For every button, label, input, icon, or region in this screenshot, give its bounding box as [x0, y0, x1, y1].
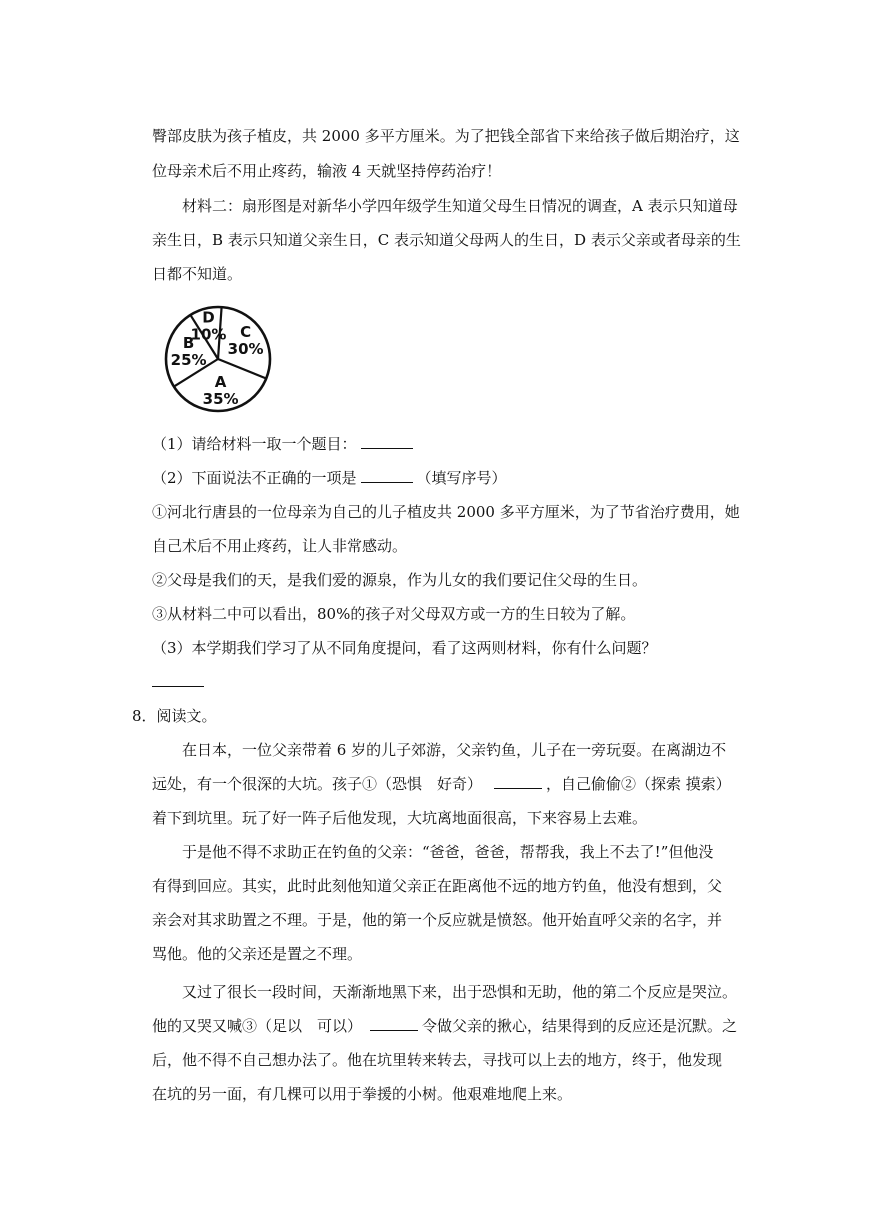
material1-line2: 位母亲术后不用止疼药，输液 4 天就坚持停药治疗！ [152, 162, 502, 180]
question-2 [152, 468, 507, 488]
passage-p2-line4: 骂他。他的父亲还是置之不理。 [152, 945, 363, 963]
passage-p1-line2 [152, 774, 731, 794]
answer-blank-4[interactable] [494, 774, 542, 789]
passage-p3-line1: 又过了很长一段时间，天渐渐地黑下来，出于恐惧和无助，他的第二个反应是哭泣。 [182, 983, 738, 1001]
pie-label-b: B [182, 334, 195, 353]
passage-p3-line4: 在坑的另一面，有几棵可以用于拳援的小树。他艰难地爬上来。 [152, 1085, 573, 1103]
question-3: （3）本学期我们学习了从不同角度提问，看了这两则材料，你有什么问题？ [152, 639, 657, 657]
answer-blank-1[interactable] [361, 434, 413, 449]
question-2-text: （2）下面说法不正确的一项是 [152, 469, 357, 487]
section-8-title: 8．阅读文。 [132, 707, 217, 725]
answer-blank-2[interactable] [361, 468, 413, 483]
question-3-answer [152, 672, 204, 692]
option-1-line1: ①河北行唐县的一位母亲为自己的儿子植皮共 2000 多平方厘米，为了节省治疗费用，她 [152, 503, 740, 521]
passage-p1-line2a: 远处，有一个很深的大坑。孩子①（恐惧 好奇） [152, 775, 483, 793]
pie-label-a: A [214, 373, 227, 391]
material2-line3: 日都不知道。 [152, 265, 243, 283]
option-2: ②父母是我们的天，是我们爱的源泉，作为儿女的我们要记住父母的生日。 [152, 571, 648, 589]
pie-percent-b: 25% [170, 351, 207, 370]
passage-p1-line1: 在日本，一位父亲带着 6 岁的儿子郊游，父亲钓鱼，儿子在一旁玩耍。在离湖边不 [182, 741, 727, 759]
question-1 [152, 434, 417, 454]
material1-line1: 臀部皮肤为孩子植皮，共 2000 多平方厘米。为了把钱全部省下来给孩子做后期治疗，这 [152, 127, 740, 145]
pie-percent-a: 35% [202, 390, 239, 408]
passage-p2-line3: 亲会对其求助置之不理。于是，他的第一个反应就是愤怒。他开始直呼父亲的名字，并 [152, 911, 723, 929]
passage-p2-line2: 有得到回应。其实，此时此刻他知道父亲正在距离他不远的地方钓鱼，他没有想到，父 [152, 877, 723, 895]
pie-label-c: C [240, 323, 252, 341]
material2-line2: 亲生日，B 表示只知道父亲生日，C 表示知道父母两人的生日，D 表示父亲或者母亲的生 [152, 231, 741, 249]
passage-p1-line3: 着下到坑里。玩了好一阵子后他发现，大坑离地面很高，下来容易上去难。 [152, 809, 648, 827]
answer-blank-5[interactable] [370, 1016, 418, 1031]
passage-p3-line2 [152, 1016, 737, 1036]
answer-blank-3[interactable] [152, 672, 204, 687]
option-3: ③从材料二中可以看出，80%的孩子对父母双方或一方的生日较为了解。 [152, 605, 636, 623]
pie-percent-c: 30% [227, 340, 264, 358]
question-2-hint: （填写序号） [416, 469, 507, 487]
question-1-text: （1）请给材料一取一个题目： [152, 435, 357, 453]
pie-percent-d: 10% [190, 325, 227, 344]
passage-p3-line2a: 他的又哭又喊③（足以 可以） [152, 1017, 363, 1035]
material2-line1: 材料二：扇形图是对新华小学四年级学生知道父母生日情况的调查，A 表示只知道母 [182, 197, 738, 215]
passage-p1-line2b: ，自己偷偷②（探索 摸索） [546, 775, 731, 793]
pie-label-d: D [202, 308, 215, 327]
option-1-line2: 自己术后不用止疼药，让人非常感动。 [152, 537, 408, 555]
pie-chart [150, 300, 290, 418]
passage-p3-line2b: 令做父亲的揪心，结果得到的反应还是沉默。之 [422, 1017, 738, 1035]
passage-p2-line1: 于是他不得不求助正在钓鱼的父亲：“爸爸，爸爸，帮帮我，我上不去了!”但他没 [182, 843, 714, 861]
passage-p3-line3: 后，他不得不自己想办法了。他在坑里转来转去，寻找可以上去的地方，终于，他发现 [152, 1051, 723, 1069]
